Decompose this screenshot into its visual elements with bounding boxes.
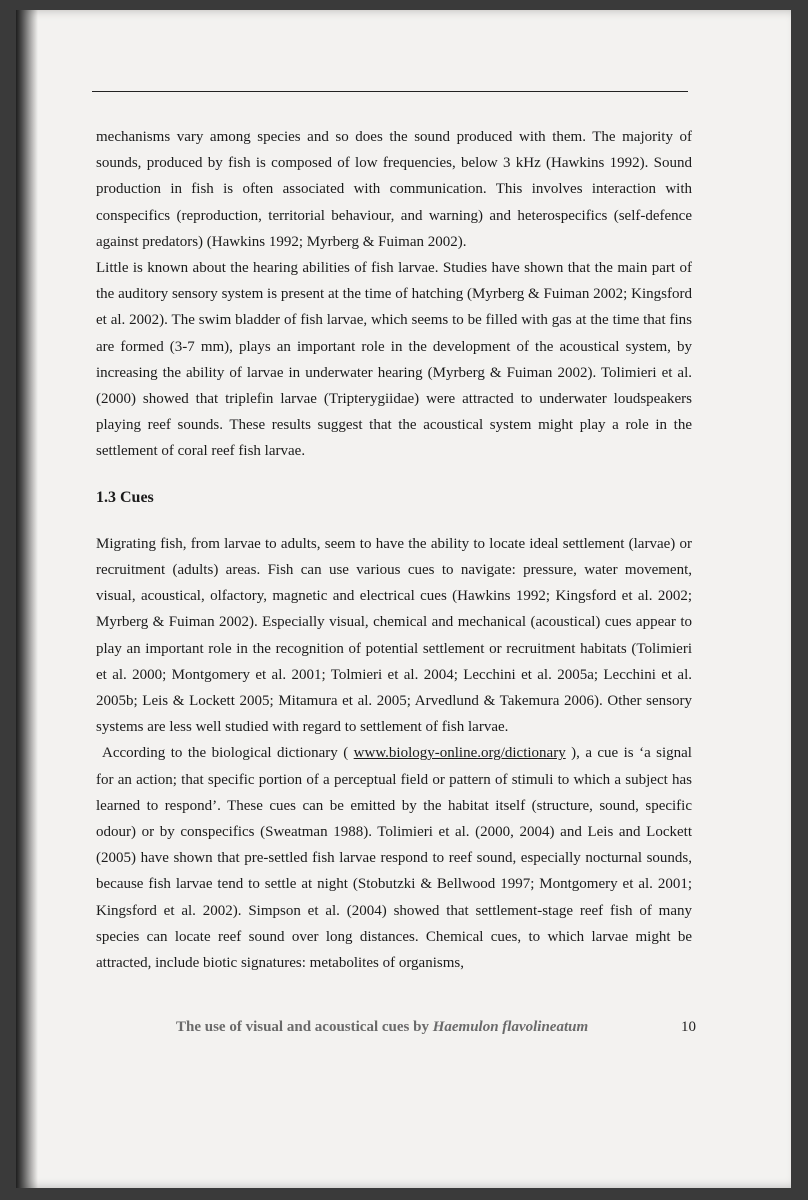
document-page	[16, 10, 791, 1188]
binding-shadow	[16, 10, 38, 1188]
body-text	[96, 124, 692, 976]
page-number: 10	[681, 1019, 696, 1035]
page-footer	[176, 1019, 696, 1036]
footer-title-species: Haemulon flavolineatum	[432, 1019, 589, 1035]
footer-title-text: The use of visual and acoustical cues by	[176, 1019, 433, 1035]
paragraph: Migrating fish, from larvae to adults, seem to have the ability to locate ideal settlement (larvae) or recruitment (adults) areas. Fish can use various cues to navigate: pressure, water movement, visual, acoustical, olfactory, magnetic and electrical cues (Hawkins 1992; Kingsford et al. 2002; Myrberg & Fuiman 2002). Especially visual, chemical and mechanical (acoustical) cues appear to play an important role in the recognition of potential settlement or recruitment habitats (Tolimieri et al. 2000; Montgomery et al. 2001; Tolmieri et al. 2004; Lecchini et al. 2005a; Lecchini et al. 2005b; Leis & Lockett 2005; Mitamura et al. 2005; Arvedlund & Takemura 2006). Other sensory systems are less well studied with regard to settlement of fish larvae.	[96, 535, 692, 736]
paragraph	[96, 740, 692, 976]
dictionary-link[interactable]: www.biology-online.org/dictionary	[353, 745, 566, 762]
header-rule	[92, 91, 688, 92]
footer-title	[176, 1019, 588, 1035]
paragraph-text: According to the biological dictionary (	[102, 745, 354, 762]
paragraph: mechanisms vary among species and so does the sound produced with them. The majority of sounds, produced by fish is composed of low frequencies, below 3 kHz (Hawkins 1992). Sound production in fish is often associated with communication. This involves interaction with conspecifics (reproduction, territorial behaviour, and warning) and heterospecifics (self-defence against predators) (Hawkins 1992; Myrberg & Fuiman 2002).	[96, 129, 692, 250]
paragraph: Little is known about the hearing abilities of fish larvae. Studies have shown that the main part of the auditory sensory system is present at the time of hatching (Myrberg & Fuiman 2002; Kingsford et al. 2002). The swim bladder of fish larvae, which seems to be filled with gas at the time that fins are formed (3-7 mm), plays an important role in the development of the acoustical system, by increasing the ability of larvae in underwater hearing (Myrberg & Fuiman 2002). Tolimieri et al. (2000) showed that triplefin larvae (Tripterygiidae) were attracted to underwater loudspeakers playing reef sounds. These results suggest that the acoustical system might play a role in the settlement of coral reef fish larvae.	[96, 260, 692, 460]
section-heading: 1.3 Cues	[96, 488, 154, 506]
paragraph-text: ), a cue is ‘a signal for an action; that specific portion of a perceptual field or pattern of stimuli to which a subject has learned to respond’. These cues can be emitted by the habitat itself (structure, sound, specific odour) or by conspecifics (Sweatman 1988). Tolimieri et al. (2000, 2004) and Leis and Lockett (2005) have shown that pre-settled fish larvae respond to reef sound, especially nocturnal sounds, because fish larvae tend to settle at night (Stobutzki & Bellwood 1997; Montgomery et al. 2001; Kingsford et al. 2002). Simpson et al. (2004) showed that settlement-stage reef fish of many species can locate reef sound over long distances. Chemical cues, to which larvae might be attracted, include biotic signatures: metabolites of organisms,	[96, 745, 692, 972]
